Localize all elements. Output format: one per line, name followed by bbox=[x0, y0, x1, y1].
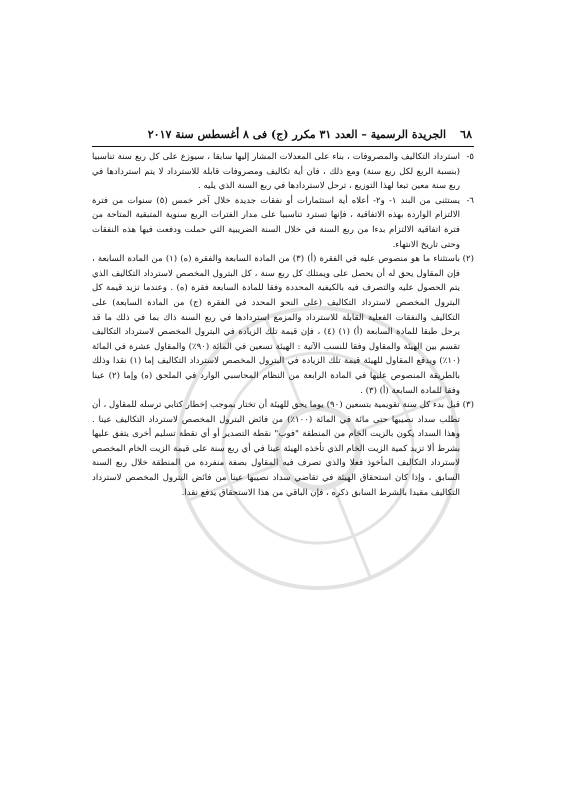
clause-number: ٦- bbox=[466, 195, 474, 206]
paragraph-text: قبل بدء كل سنة تقويمية بتسعين (٩٠) يوما يحق للهيئة أن تختار بموجب إخطار كتابي ترسله للمقاول ، أن تطلب سداد نصيبها حتى مائة في المائة (١٠٠٪) من فائض البترول المخصص لاسترداد التكاليف عينا . وهذا السداد يكون بالزيت الخام من المنطقة "فوب" نقطة التصدير أو أي نقطة تسليم أخرى يتفق عليها بشرط ألا تزيد كمية الزيت الخام الذي تأخذه الهيئة عينا في أي ربع سنة على قيمة الزيت الخام المخصص لاسترداد التكاليف المأخوذ فعلا والذي تصرف فيه المقاول بصفة منفردة من المنطقة خلال ربع السنة السابق ، وإذا كان استحقاق الهيئة في تقاضي سداد نصيبها عينا من فائض البترول المخصص لاسترداد التكاليف مقيدا بالشرط السابق ذكره ، فإن الباقي من هذا الاستحقاق يدفع نقدا. bbox=[92, 400, 460, 498]
clause-5 bbox=[92, 150, 474, 194]
paragraph-number: (٢) bbox=[462, 254, 474, 265]
clause-text: يستثنى من البند ١- و٢- أعلاه أية استثمارات أو نفقات جديدة خلال آخر خمس (٥) سنوات من فترة الالتزام الواردة بهذه الاتفاقية ، فإنها تسترد تناسبيا على مدار الفترات الربع سنوية المتبقية المتاحة من فترة اتفاقية الالتزام بدءا من ربع السنة في خلال السنة الضريبية التي حملت ودفعت فيها هذه النفقات وحتى تاريخ الانتهاء. bbox=[92, 195, 460, 250]
paragraph-3 bbox=[92, 398, 474, 500]
paragraph-text: باستثناء ما هو منصوص عليه في الفقرة (أ) (٣) من المادة السابعة والفقرة (ه) (١) من المادة السابعة ، فإن المقاول يحق له أن يحصل على ويمتلك كل ربع سنة ، كل البترول المخصص لاسترداد التكاليف الذي يتم الحصول عليه والتصرف فيه بالكيفية المحددة وفقا للمادة السابعة فقرة (ه) . وعندما تزيد قيمة كل البترول المخصص لاسترداد التكاليف (على النحو المحدد في الفقرة (ج) من المادة السابعة) على التكاليف والنفقات الفعلية القابلة للاسترداد والمزمع استردادها في ربع السنة ذاك بما في ذلك ما قد يرحل طبقا للمادة السابعة (أ) (١) (٤) ، فإن قيمة تلك الزيادة في البترول المخصص لاسترداد التكاليف تقسم بين الهيئة والمقاول وفقا للنسب الآتية : الهيئة تسعين في المائة (٩٠٪) والمقاول عشرة في المائة (١٠٪) ويدفع المقاول للهيئة قيمة تلك الزيادة في البترول المخصص لاسترداد التكاليف إما (١) نقدا وذلك بالطريقة المنصوص عليها في المادة الرابعة من النظام المحاسبي الوارد في الملحق (ه) وإما (٢) عينا وفقا للمادة السابعة (أ) (٣) . bbox=[92, 254, 461, 396]
gazette-header-title: الجريدة الرسمية – العدد ٣١ مكرر (ج) فى ٨ أغسطس سنة ٢٠١٧ bbox=[147, 128, 446, 141]
clause-6 bbox=[92, 194, 474, 252]
paragraph-2 bbox=[92, 252, 474, 398]
page-number: ٦٨ bbox=[460, 128, 472, 141]
header-divider bbox=[92, 146, 474, 147]
paragraph-number: (٣) bbox=[462, 400, 474, 411]
page-header bbox=[92, 128, 472, 144]
document-body bbox=[92, 150, 474, 500]
clause-text: استرداد التكاليف والمصروفات ، بناء على المعدلات المشار إليها سابقا ، سيوزع على كل ربع سنة تناسبيا (بنسبة الربع لكل ربع سنة) ومع ذلك ، فان أية تكاليف ومصروفات قابلة للاسترداد لا يتم استردادها في ربع سنة معين تبعا لهذا التوزيع ، ترحل لاستردادها في ربع السنة الذي يليه . bbox=[92, 152, 460, 192]
clause-number: ٥- bbox=[466, 152, 474, 162]
